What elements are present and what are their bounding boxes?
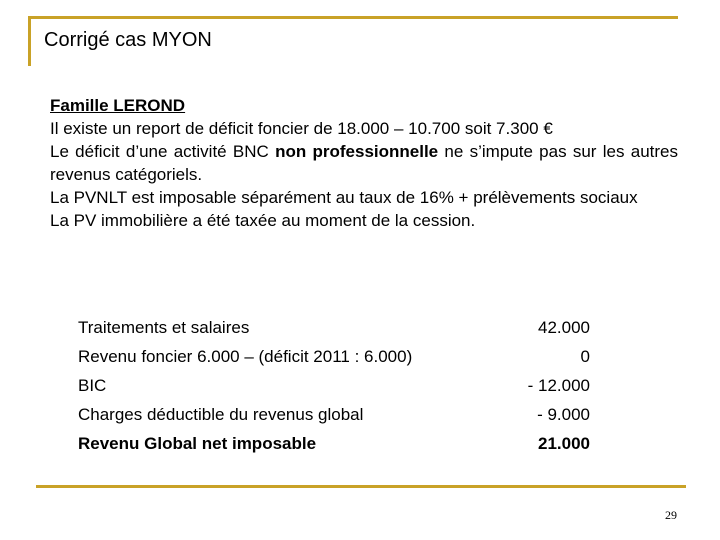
section-heading: Famille LEROND <box>50 96 186 115</box>
calc-value: 0 <box>580 347 590 366</box>
bottom-rule <box>36 485 686 488</box>
calc-row <box>78 342 590 371</box>
deficit-report-line: Il existe un report de déficit foncier de 18.000 – 10.700 soit 7.300 € <box>50 119 553 138</box>
page-number: 29 <box>665 508 677 522</box>
calc-row <box>78 400 590 429</box>
income-calculation <box>78 313 590 458</box>
calc-value: - 9.000 <box>537 405 590 424</box>
bnc-line-emphasis: non professionnelle <box>275 142 439 161</box>
slide-title: Corrigé cas MYON <box>44 29 212 51</box>
bnc-line-end: ne s’impute pas sur les autres revenus catégoriels. <box>50 142 678 184</box>
calc-label: Revenu foncier 6.000 – (déficit 2011 : 6.000) <box>78 347 413 366</box>
calc-label: Traitements et salaires <box>78 318 250 337</box>
calc-row <box>78 371 590 400</box>
total-value: 21.000 <box>538 434 590 453</box>
bnc-line-start: Le déficit d’une activité BNC <box>50 142 276 161</box>
calc-value: 42.000 <box>538 318 590 337</box>
bnc-line <box>50 140 678 186</box>
total-row <box>78 429 590 458</box>
body-text <box>50 94 678 232</box>
left-rule <box>28 16 31 66</box>
calc-row <box>78 313 590 342</box>
calc-label: BIC <box>78 376 107 395</box>
pv-immobiliere-line: La PV immobilière a été taxée au moment de la cession. <box>50 211 476 230</box>
pvnlt-line: La PVNLT est imposable séparément au taux de 16% + prélèvements sociaux <box>50 188 638 207</box>
total-label: Revenu Global net imposable <box>78 434 317 453</box>
top-rule <box>28 16 678 19</box>
calc-value: - 12.000 <box>527 376 590 395</box>
calc-label: Charges déductible du revenus global <box>78 405 364 424</box>
